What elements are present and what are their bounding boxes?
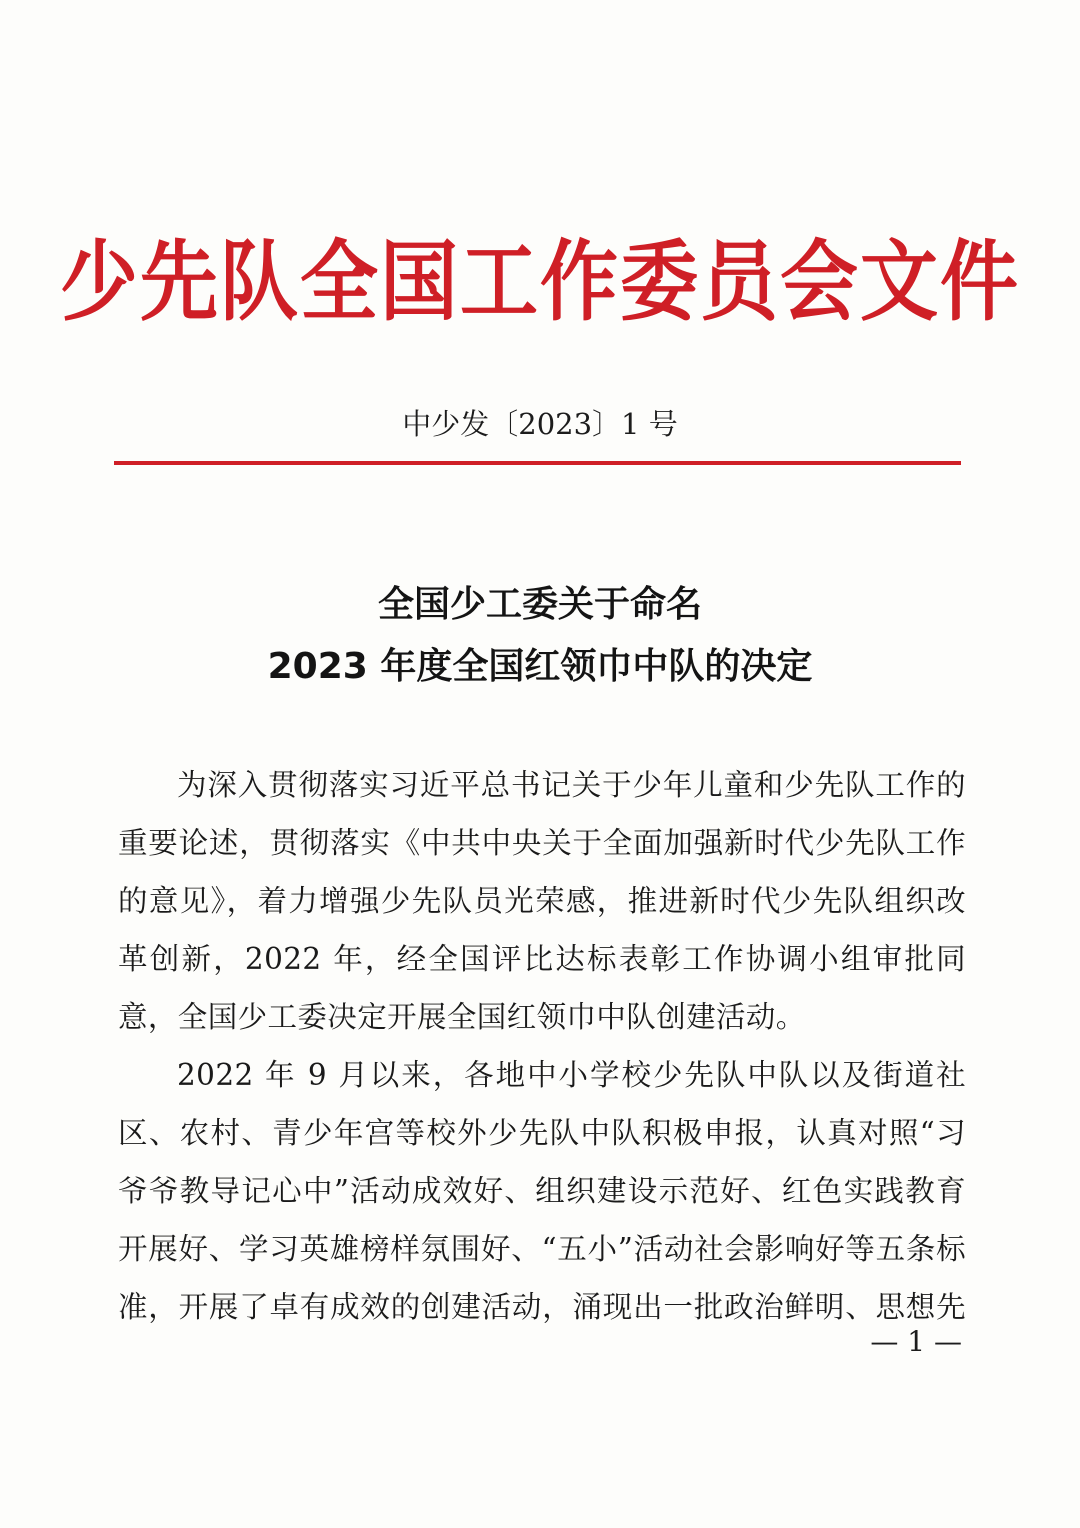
title-line-2: 2023 年度全国红领巾中队的决定: [267, 646, 813, 687]
issuer-masthead: 少先队全国工作委员会文件: [59, 232, 1020, 334]
body-paragraph-2: 2022 年 9 月以来，各地中小学校少先队中队以及街道社区、农村、青少年宫等校外少先队中队积极申报，认真对照“习爷爷教导记心中”活动成效好、组织建设示范好、红色实践教育开展好、学习英雄榜样氛围好、“五小”活动社会影响好等五条标准，开展了卓有成效的创建活动，涌现出一批政治鲜明、思想先: [118, 1058, 966, 1324]
document-number: 中少发〔2023〕1 号: [402, 407, 678, 441]
title-line-1: 全国少工委关于命名: [377, 584, 702, 625]
red-divider-line: [114, 461, 961, 465]
body-paragraph-1: 为深入贯彻落实习近平总书记关于少年儿童和少先队工作的重要论述，贯彻落实《中共中央关于全面加强新时代少先队工作的意见》，着力增强少先队员光荣感，推进新时代少先队组织改革创新，2022 年，经全国评比达标表彰工作协调小组审批同意，全国少工委决定开展全国红领巾中队创建活动。: [118, 768, 966, 1034]
document-body: [118, 756, 966, 1336]
document-title: [0, 574, 1080, 698]
page-number: — 1 —: [870, 1325, 962, 1358]
